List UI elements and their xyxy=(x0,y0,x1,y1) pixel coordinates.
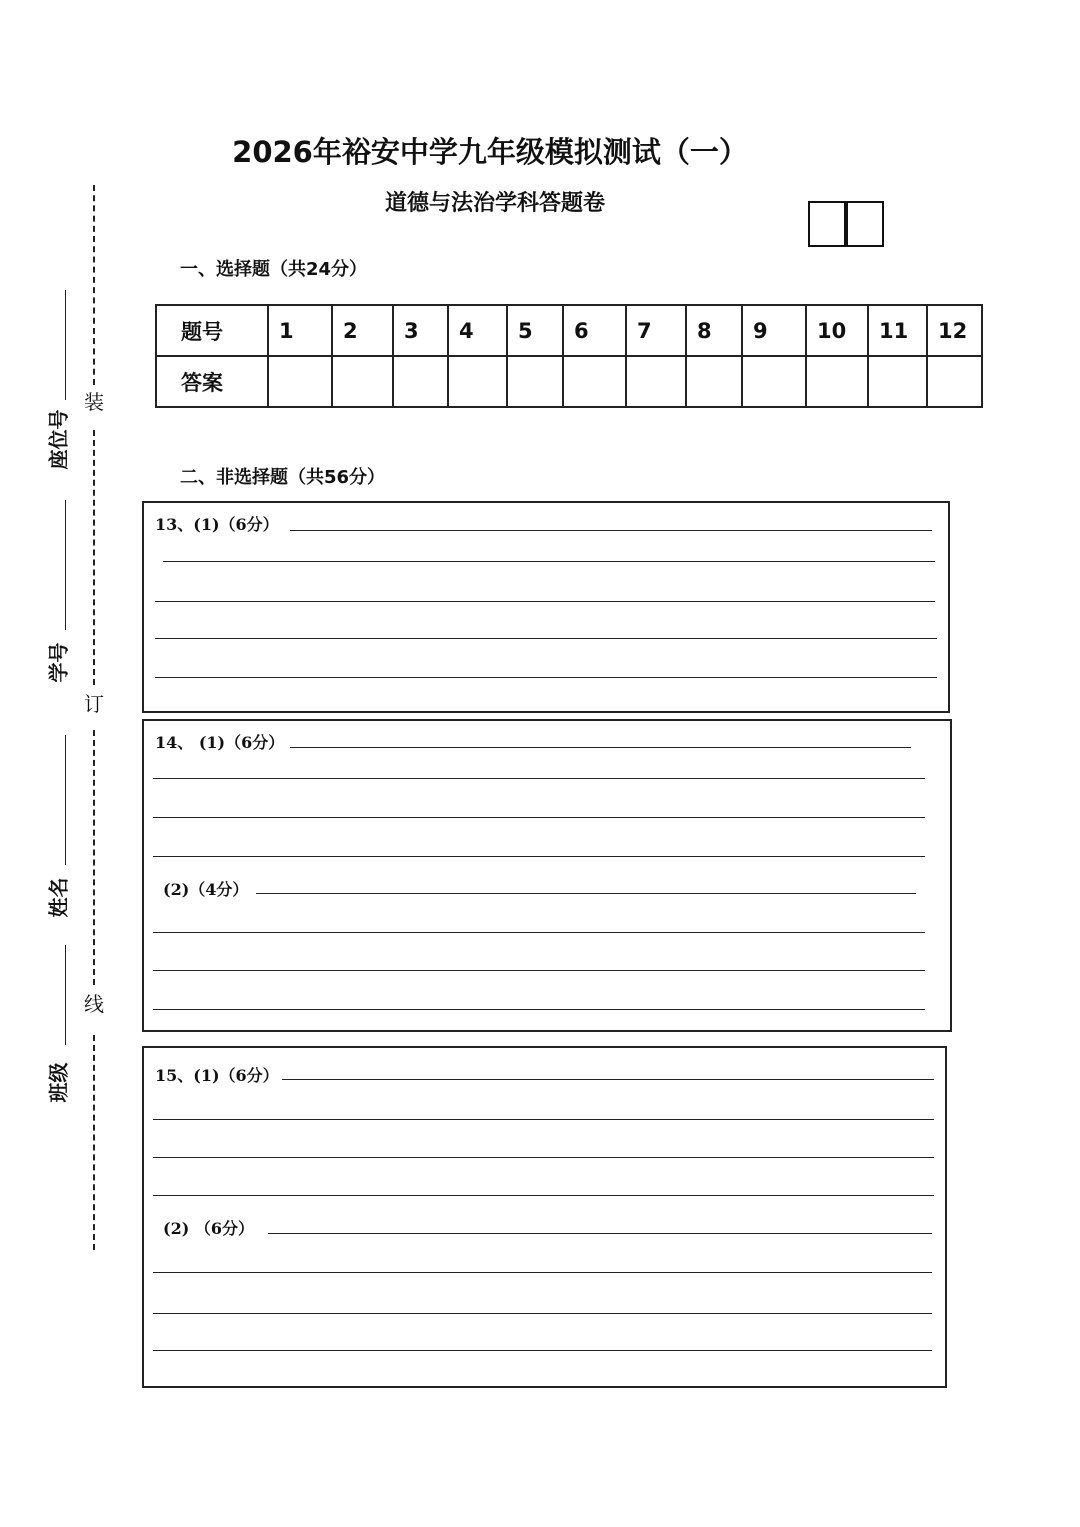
answer-line[interactable] xyxy=(290,530,932,531)
question-number: 3 xyxy=(393,305,448,356)
table-row-answers xyxy=(156,356,982,407)
question-number: 2 xyxy=(332,305,393,356)
name-underline[interactable] xyxy=(65,735,66,865)
answer-line[interactable] xyxy=(153,932,925,933)
question-number: 7 xyxy=(626,305,686,356)
answer-cell[interactable] xyxy=(393,356,448,407)
q14-part1-label: 14、 (1)（6分） xyxy=(155,733,285,752)
answer-cell[interactable] xyxy=(268,356,332,407)
answer-line[interactable] xyxy=(153,856,925,857)
question-number: 9 xyxy=(742,305,806,356)
binding-dashed-line xyxy=(93,430,95,685)
question-number: 12 xyxy=(927,305,982,356)
student-id-underline[interactable] xyxy=(65,500,66,630)
answer-line[interactable] xyxy=(153,1119,934,1120)
row-header-number: 题号 xyxy=(156,305,268,356)
answer-cell[interactable] xyxy=(332,356,393,407)
answer-line[interactable] xyxy=(153,970,925,971)
answer-cell[interactable] xyxy=(626,356,686,407)
question-number: 1 xyxy=(268,305,332,356)
answer-line[interactable] xyxy=(155,677,937,678)
binding-mark-zhuang: 装 xyxy=(84,390,104,414)
binding-dashed-line xyxy=(93,730,95,985)
question-number: 8 xyxy=(686,305,742,356)
answer-cell[interactable] xyxy=(563,356,626,407)
binding-mark-xian: 线 xyxy=(84,992,104,1016)
page-subtitle: 道德与法治学科答题卷 xyxy=(384,191,605,216)
answer-cell[interactable] xyxy=(927,356,982,407)
name-label: 姓名 xyxy=(46,877,71,918)
binding-dashed-line xyxy=(93,185,95,385)
row-header-answer: 答案 xyxy=(156,356,268,407)
score-box-2[interactable] xyxy=(846,201,884,247)
class-underline[interactable] xyxy=(65,945,66,1045)
answer-line[interactable] xyxy=(153,778,925,779)
score-box-1[interactable] xyxy=(808,201,846,247)
student-id-label: 学号 xyxy=(46,642,71,683)
answer-cell[interactable] xyxy=(507,356,563,407)
answer-line[interactable] xyxy=(153,1272,932,1273)
question-number: 11 xyxy=(868,305,927,356)
answer-cell[interactable] xyxy=(686,356,742,407)
choice-answer-table xyxy=(155,304,983,408)
answer-line[interactable] xyxy=(153,817,925,818)
answer-cell[interactable] xyxy=(742,356,806,407)
answer-line[interactable] xyxy=(153,1009,925,1010)
section2-heading: 二、非选择题（共56分） xyxy=(180,467,386,488)
binding-mark-ding: 订 xyxy=(84,692,104,716)
q14-answer-box xyxy=(142,719,952,1032)
answer-line[interactable] xyxy=(155,638,937,639)
answer-line[interactable] xyxy=(256,893,916,894)
page-title: 2026年裕安中学九年级模拟测试（一） xyxy=(232,135,748,169)
section1-heading: 一、选择题（共24分） xyxy=(180,259,368,280)
class-label: 班级 xyxy=(46,1062,71,1103)
q15-part2-label: (2) （6分） xyxy=(163,1219,254,1238)
answer-line[interactable] xyxy=(268,1233,932,1234)
answer-cell[interactable] xyxy=(868,356,927,407)
q15-part1-label: 15、(1)（6分） xyxy=(155,1066,279,1085)
answer-line[interactable] xyxy=(153,1313,932,1314)
answer-line[interactable] xyxy=(153,1350,932,1351)
question-number: 6 xyxy=(563,305,626,356)
answer-line[interactable] xyxy=(155,601,935,602)
answer-line[interactable] xyxy=(153,1157,934,1158)
table-row-numbers xyxy=(156,305,982,356)
seat-label: 座位号 xyxy=(46,409,71,470)
seat-underline[interactable] xyxy=(65,290,66,400)
answer-line[interactable] xyxy=(282,1079,934,1080)
answer-line[interactable] xyxy=(153,1195,934,1196)
question-number: 4 xyxy=(448,305,507,356)
answer-cell[interactable] xyxy=(806,356,868,407)
q13-part1-label: 13、(1)（6分） xyxy=(155,515,279,534)
question-number: 5 xyxy=(507,305,563,356)
answer-line[interactable] xyxy=(163,561,935,562)
q14-part2-label: (2)（4分） xyxy=(163,880,249,899)
answer-cell[interactable] xyxy=(448,356,507,407)
answer-line[interactable] xyxy=(290,747,911,748)
q15-answer-box xyxy=(142,1046,947,1388)
binding-dashed-line xyxy=(93,1035,95,1250)
question-number: 10 xyxy=(806,305,868,356)
